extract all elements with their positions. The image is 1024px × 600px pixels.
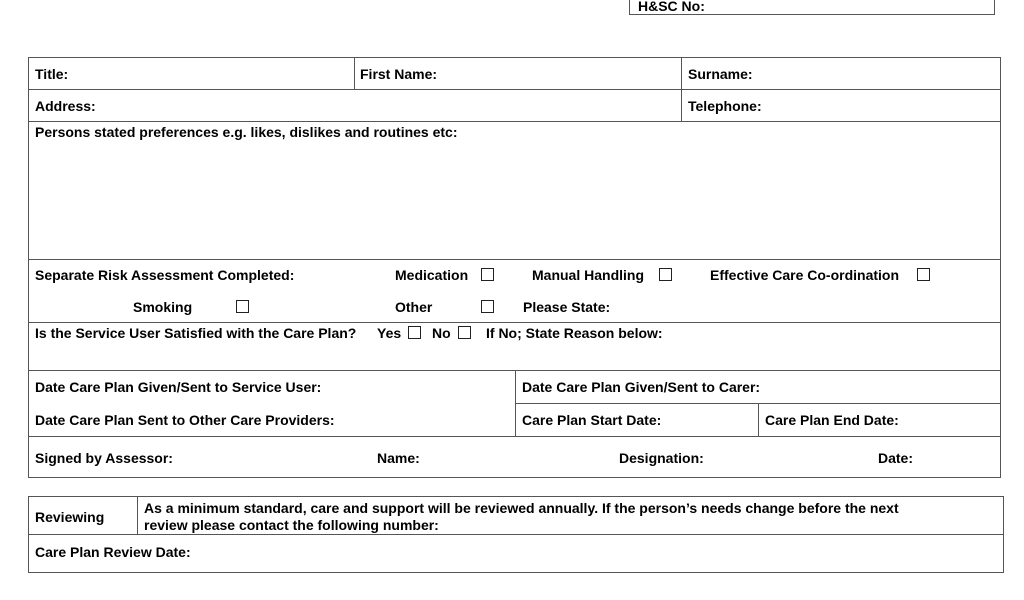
column-divider bbox=[137, 497, 138, 534]
smoking-checkbox[interactable] bbox=[236, 300, 249, 313]
hsc-number-box[interactable] bbox=[629, 0, 995, 15]
review-section bbox=[28, 496, 1004, 573]
medication-checkbox[interactable] bbox=[481, 268, 494, 281]
smoking-label: Smoking bbox=[133, 299, 193, 315]
column-divider bbox=[758, 403, 759, 436]
manual-handling-checkbox[interactable] bbox=[659, 268, 672, 281]
medication-label: Medication bbox=[395, 267, 469, 283]
column-divider bbox=[354, 58, 355, 89]
assessor-name-label: Name: bbox=[377, 450, 420, 466]
row-divider bbox=[29, 436, 1000, 437]
review-note-line-1: As a minimum standard, care and support will be reviewed annually. If the person’s needs change before the next bbox=[144, 500, 899, 516]
no-checkbox[interactable] bbox=[458, 326, 471, 339]
review-date-label: Care Plan Review Date: bbox=[35, 544, 191, 560]
telephone-field-label: Telephone: bbox=[688, 98, 762, 114]
signature-date-label: Date: bbox=[878, 450, 914, 466]
address-field-label: Address: bbox=[35, 98, 96, 114]
satisfaction-question: Is the Service User Satisfied with the Care Plan? bbox=[35, 325, 357, 341]
title-field-label: Title: bbox=[35, 66, 69, 82]
review-note-line-2: review please contact the following number: bbox=[144, 517, 439, 533]
date-given-carer-label: Date Care Plan Given/Sent to Carer: bbox=[522, 379, 761, 395]
column-divider bbox=[681, 58, 682, 121]
hsc-number-label: H&SC No: bbox=[638, 0, 705, 14]
date-given-service-user-label: Date Care Plan Given/Sent to Service User: bbox=[35, 379, 322, 395]
effective-care-label: Effective Care Co-ordination bbox=[710, 267, 900, 283]
date-sent-other-providers-label: Date Care Plan Sent to Other Care Providers: bbox=[35, 412, 335, 428]
manual-handling-label: Manual Handling bbox=[532, 267, 644, 283]
row-divider bbox=[29, 534, 1003, 535]
other-label: Other bbox=[395, 299, 433, 315]
end-date-label: Care Plan End Date: bbox=[765, 412, 899, 428]
row-divider bbox=[29, 89, 1000, 90]
signed-by-assessor-label: Signed by Assessor: bbox=[35, 450, 173, 466]
risk-assessment-label: Separate Risk Assessment Completed: bbox=[35, 267, 295, 283]
row-divider bbox=[29, 322, 1000, 323]
designation-label: Designation: bbox=[619, 450, 704, 466]
no-label: No bbox=[432, 325, 451, 341]
preferences-field-label: Persons stated preferences e.g. likes, dislikes and routines etc: bbox=[35, 124, 458, 140]
effective-care-checkbox[interactable] bbox=[917, 268, 930, 281]
row-divider bbox=[29, 121, 1000, 122]
row-divider bbox=[29, 259, 1000, 260]
yes-label: Yes bbox=[377, 325, 402, 341]
please-state-label: Please State: bbox=[523, 299, 611, 315]
column-divider bbox=[515, 370, 516, 436]
start-date-label: Care Plan Start Date: bbox=[522, 412, 662, 428]
if-no-reason-label: If No; State Reason below: bbox=[486, 325, 663, 341]
reviewing-label: Reviewing bbox=[35, 509, 105, 525]
yes-checkbox[interactable] bbox=[408, 326, 421, 339]
surname-field-label: Surname: bbox=[688, 66, 753, 82]
other-checkbox[interactable] bbox=[481, 300, 494, 313]
care-plan-form bbox=[28, 57, 1001, 478]
first-name-field-label: First Name: bbox=[360, 66, 438, 82]
